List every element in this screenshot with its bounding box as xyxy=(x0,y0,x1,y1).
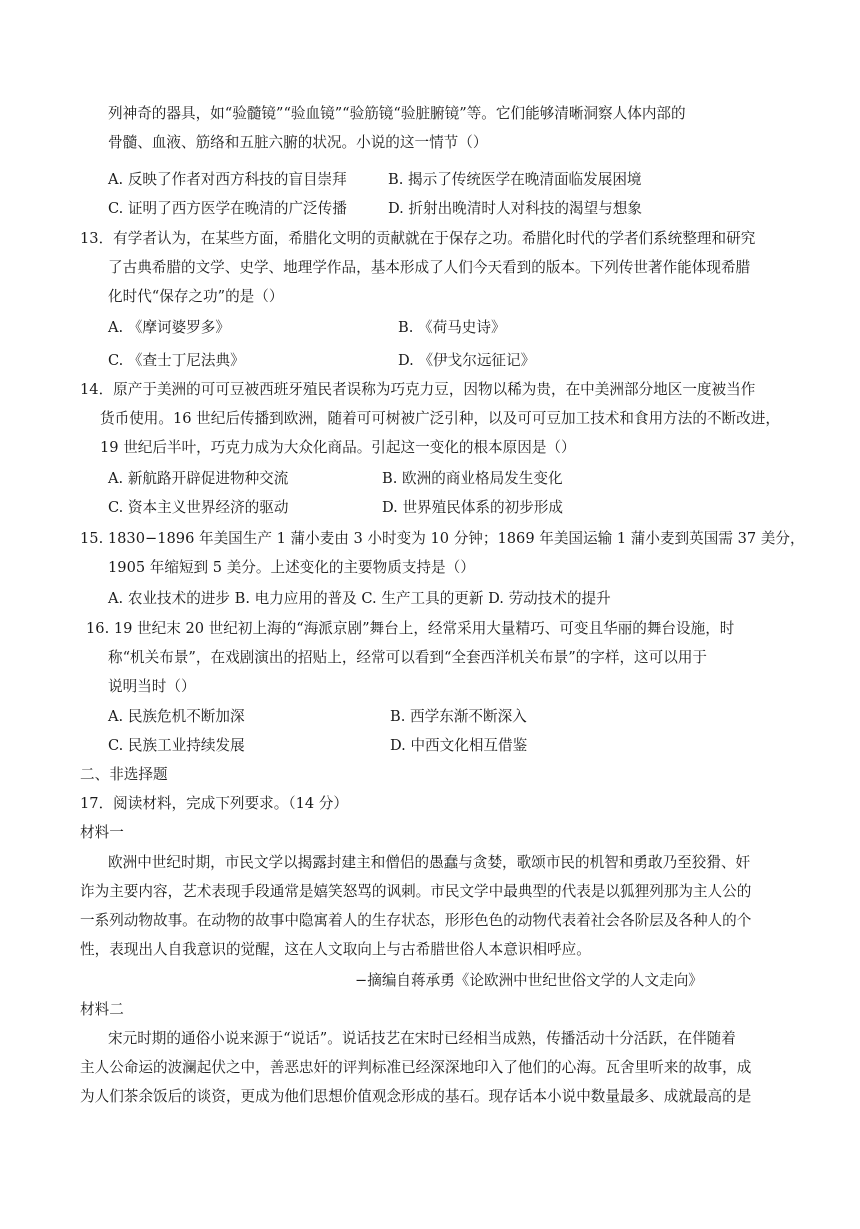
section-heading-nonchoice: 二、非选择题 xyxy=(80,766,168,783)
q15-stem-line-2: 1905 年缩短到 5 美分。上述变化的主要物质支持是（） xyxy=(108,559,475,576)
q12-stem-line-2: 骨髓、血液、筋络和五脏六腑的状况。小说的这一情节（） xyxy=(108,134,488,151)
q13-stem-line-3: 化时代“保存之功”的是（） xyxy=(108,288,284,305)
q13-option-d: D. 《伊戈尔远征记》 xyxy=(398,352,536,369)
q16-option-d: D. 中西文化相互借鉴 xyxy=(390,737,528,754)
q16-option-c: C. 民族工业持续发展 xyxy=(108,737,245,754)
q14-stem-line-1: 14．原产于美洲的可可豆被西班牙殖民者误称为巧克力豆，因物以稀为贵，在中美洲部分地区一度被当作 xyxy=(80,381,756,398)
q14-option-d: D. 世界殖民体系的初步形成 xyxy=(382,499,563,516)
q12-option-d: D. 折射出晚清时人对科技的渴望与想象 xyxy=(388,200,642,217)
q13-option-b: B. 《荷马史诗》 xyxy=(398,319,506,336)
q14-stem-line-3: 19 世纪后半叶，巧克力成为大众化商品。引起这一变化的根本原因是（） xyxy=(100,439,576,456)
q13-option-a: A. 《摩诃婆罗多》 xyxy=(108,319,230,336)
q16-stem-line-2: 称“机关布景”，在戏剧演出的招贴上，经常可以看到“全套西洋机关布景”的字样，这可以用于 xyxy=(108,649,708,666)
q17-material2-line-3: 为人们茶余饭后的谈资，更成为他们思想价值观念形成的基石。现存话本小说中数量最多、成就最高的是 xyxy=(80,1088,752,1105)
q15-stem-line-1: 15. 1830−1896 年美国生产 1 蒲小麦由 3 小时变为 10 分钟；1869 年美国运输 1 蒲小麦到英国需 37 美分， xyxy=(80,530,805,547)
q17-material2-line-1: 宋元时期的通俗小说来源于“说话”。说话技艺在宋时已经相当成熟，传播活动十分活跃，在伴随着 xyxy=(108,1030,736,1047)
q12-option-c: C. 证明了西方医学在晚清的广泛传播 xyxy=(108,200,347,217)
q12-option-b: B. 揭示了传统医学在晚清面临发展困境 xyxy=(388,171,642,188)
q17-title: 17．阅读材料，完成下列要求。（14 分） xyxy=(80,795,348,812)
q14-stem-line-2: 货币使用。16 世纪后传播到欧洲，随着可可树被广泛引种，以及可可豆加工技术和食用方法的不断改进， xyxy=(100,410,780,427)
q13-option-c: C. 《查士丁尼法典》 xyxy=(108,352,245,369)
q17-material2-label: 材料二 xyxy=(80,1001,124,1018)
q12-option-a: A. 反映了作者对西方科技的盲目崇拜 xyxy=(108,171,347,188)
q13-stem-line-2: 了古典希腊的文学、史学、地理学作品，基本形成了人们今天看到的版本。下列传世著作能体现希腊 xyxy=(108,259,751,276)
q17-material1-label: 材料一 xyxy=(80,824,124,841)
q17-material1-source: −摘编自蒋承勇《论欧洲中世纪世俗文学的人文走向》 xyxy=(355,972,703,989)
q17-material1-line-2: 诈为主要内容，艺术表现手段通常是嬉笑怒骂的讽刺。市民文学中最典型的代表是以狐狸列那为主人公的 xyxy=(80,883,752,900)
q14-option-c: C. 资本主义世界经济的驱动 xyxy=(108,499,289,516)
q15-options: A. 农业技术的进步 B. 电力应用的普及 C. 生产工具的更新 D. 劳动技术的提升 xyxy=(108,590,611,607)
q17-material2-line-2: 主人公命运的波澜起伏之中，善恶忠奸的评判标准已经深深地印入了他们的心海。瓦舍里听来的故事，成 xyxy=(80,1059,752,1076)
q16-stem-line-3: 说明当时（） xyxy=(108,678,196,695)
q12-stem-line-1: 列神奇的器具，如“验髓镜”“验血镜”“验筋镜“验脏腑镜”等。它们能够清晰洞察人体内部的 xyxy=(108,105,686,122)
q16-option-a: A. 民族危机不断加深 xyxy=(108,708,245,725)
q17-material1-line-1: 欧洲中世纪时期，市民文学以揭露封建主和僧侣的愚蠢与贪婪，歌颂市民的机智和勇敢乃至狡猾、奸 xyxy=(108,854,751,871)
q16-option-b: B. 西学东渐不断深入 xyxy=(390,708,527,725)
q17-material1-line-4: 性，表现出人自我意识的觉醒，这在人文取向上与古希腊世俗人本意识相呼应。 xyxy=(80,941,591,958)
q17-material1-line-3: 一系列动物故事。在动物的故事中隐寓着人的生存状态，形形色色的动物代表着社会各阶层及各种人的个 xyxy=(80,912,752,929)
q14-option-b: B. 欧洲的商业格局发生变化 xyxy=(382,470,563,487)
q14-option-a: A. 新航路开辟促进物种交流 xyxy=(108,470,289,487)
q16-stem-line-1: 16. 19 世纪末 20 世纪初上海的“海派京剧”舞台上，经常采用大量精巧、可变且华丽的舞台设施，时 xyxy=(86,620,735,637)
q13-stem-line-1: 13．有学者认为，在某些方面，希腊化文明的贡献就在于保存之功。希腊化时代的学者们系统整理和研究 xyxy=(80,230,756,247)
